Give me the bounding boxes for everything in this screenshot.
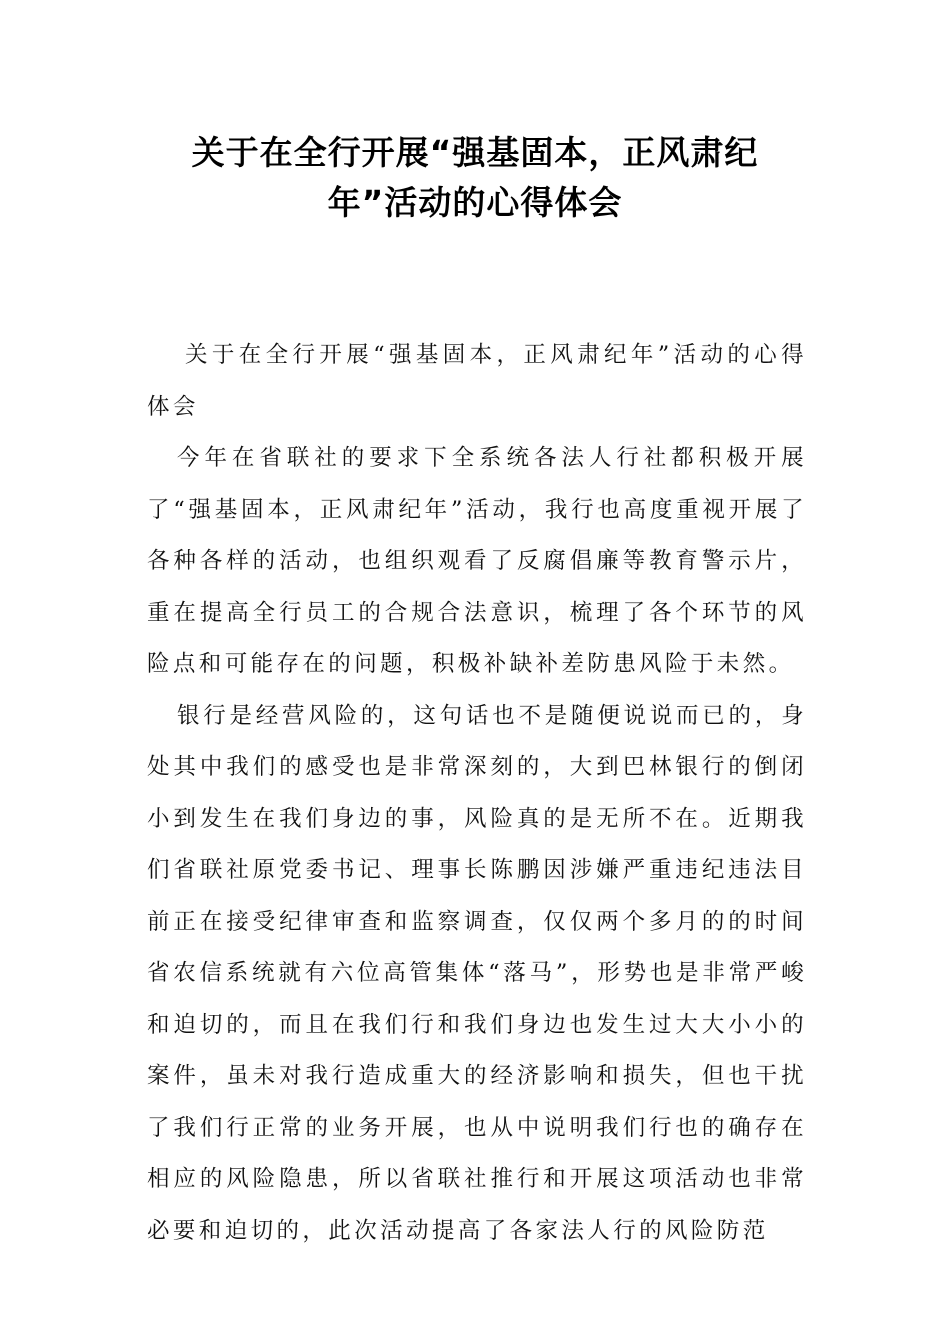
body-paragraph-heading: 关于在全行开展“强基固本，正风肃纪年”活动的心得体会 — [147, 342, 807, 420]
title-line-1: 关于在全行开展“强基固本，正风肃纪 — [191, 133, 759, 172]
document-title — [140, 128, 810, 228]
title-line-2: 年”活动的心得体会 — [327, 183, 623, 222]
body-paragraph: 今年在省联社的要求下全系统各法人行社都积极开展了“强基固本，正风肃纪年”活动，我行也高度重视开展了各种各样的活动，也组织观看了反腐倡廉等教育警示片，重在提高全行员工的合规合法意识，梳理了各个环节的风险点和可能存在的问题，积极补缺补差防患风险于未然。 — [147, 445, 807, 677]
body-paragraph: 银行是经营风险的，这句话也不是随便说说而已的，身处其中我们的感受也是非常深刻的，大到巴林银行的倒闭小到发生在我们身边的事，风险真的是无所不在。近期我们省联社原党委书记、理事长陈鹏因涉嫌严重违纪违法目前正在接受纪律审查和监察调查，仅仅两个多月的的时间省农信系统就有六位高管集体“落马”，形势也是非常严峻和迫切的，而且在我们行和我们身边也发生过大大小小的案件，虽未对我行造成重大的经济影响和损失，但也干扰了我们行正常的业务开展，也从中说明我们行也的确存在相应的风险隐患，所以省联社推行和开展这项活动也非常必要和迫切的，此次活动提高了各家法人行的风险防范 — [147, 702, 807, 1244]
document-body — [147, 330, 807, 1257]
